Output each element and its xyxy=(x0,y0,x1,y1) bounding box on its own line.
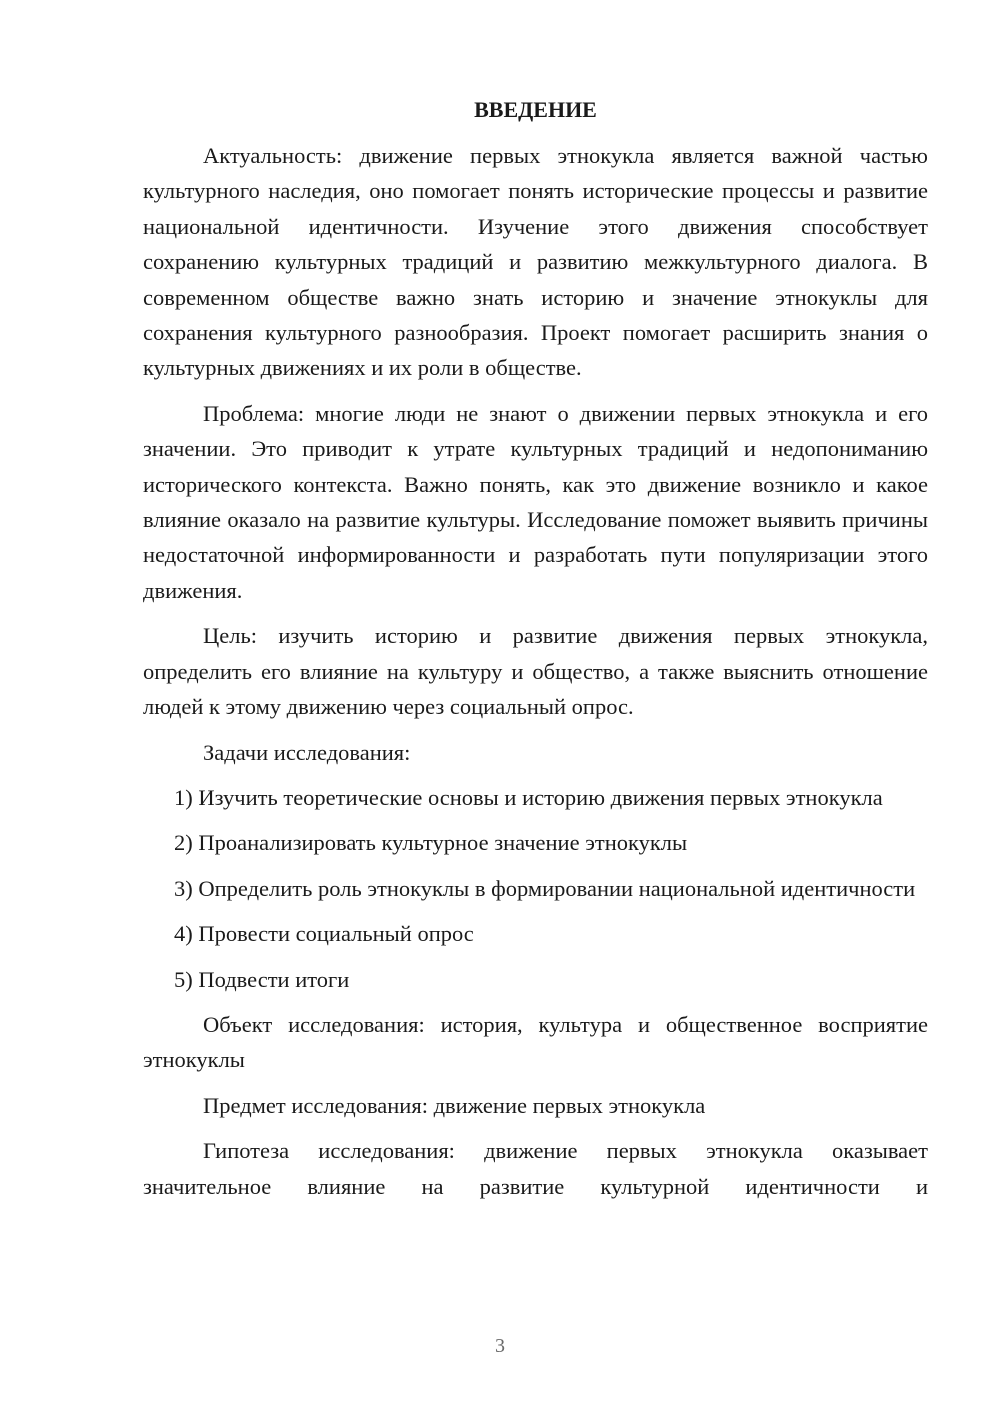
hypothesis-paragraph: Гипотеза исследования: движение первых этнокукла оказывает значительное влияние на развитие культурной идентичности и xyxy=(143,1138,928,1199)
task-item-3: 3) Определить роль этнокуклы в формировании национальной идентичности xyxy=(174,875,916,901)
page-number: 3 xyxy=(495,1335,505,1357)
task-item-4: 4) Провести социальный опрос xyxy=(174,921,474,947)
relevance-paragraph: Актуальность: движение первых этнокукла является важной частью культурного наследия, оно помогает понять исторические процессы и развитие национальной идентичности. Изучение этого движения способствует сохранению культурных традиций и развитию межкультурного диалога. В современном обществе важно знать историю и значение этнокуклы для сохранения культурного разнообразия. Проект помогает расширить знания о культурных движениях и их роли в обществе. xyxy=(143,143,928,381)
task-item-2: 2) Проанализировать культурное значение этнокуклы xyxy=(174,830,688,856)
page-content xyxy=(143,92,928,1204)
object-paragraph: Объект исследования: история, культура и общественное восприятие этнокуклы xyxy=(143,1011,928,1073)
goal-paragraph: Цель: изучить историю и развитие движения первых этнокукла, определить его влияние на культуру и общество, а также выяснить отношение людей к этому движению через социальный опрос. xyxy=(143,623,928,720)
tasks-heading: Задачи исследования: xyxy=(203,739,411,765)
section-title: ВВЕДЕНИЕ xyxy=(474,97,597,122)
task-item-5: 5) Подвести итоги xyxy=(174,966,350,992)
problem-paragraph: Проблема: многие люди не знают о движении первых этнокукла и его значении. Это приводит к утрате культурных традиций и недопониманию исторического контекста. Важно понять, как это движение возникло и какое влияние оказало на развитие культуры. Исследование поможет выявить причины недостаточной информированности и разработать пути популяризации этого движения. xyxy=(143,400,928,603)
subject-paragraph: Предмет исследования: движение первых этнокукла xyxy=(203,1092,706,1118)
task-item-1: 1) Изучить теоретические основы и историю движения первых этнокукла xyxy=(174,784,883,810)
